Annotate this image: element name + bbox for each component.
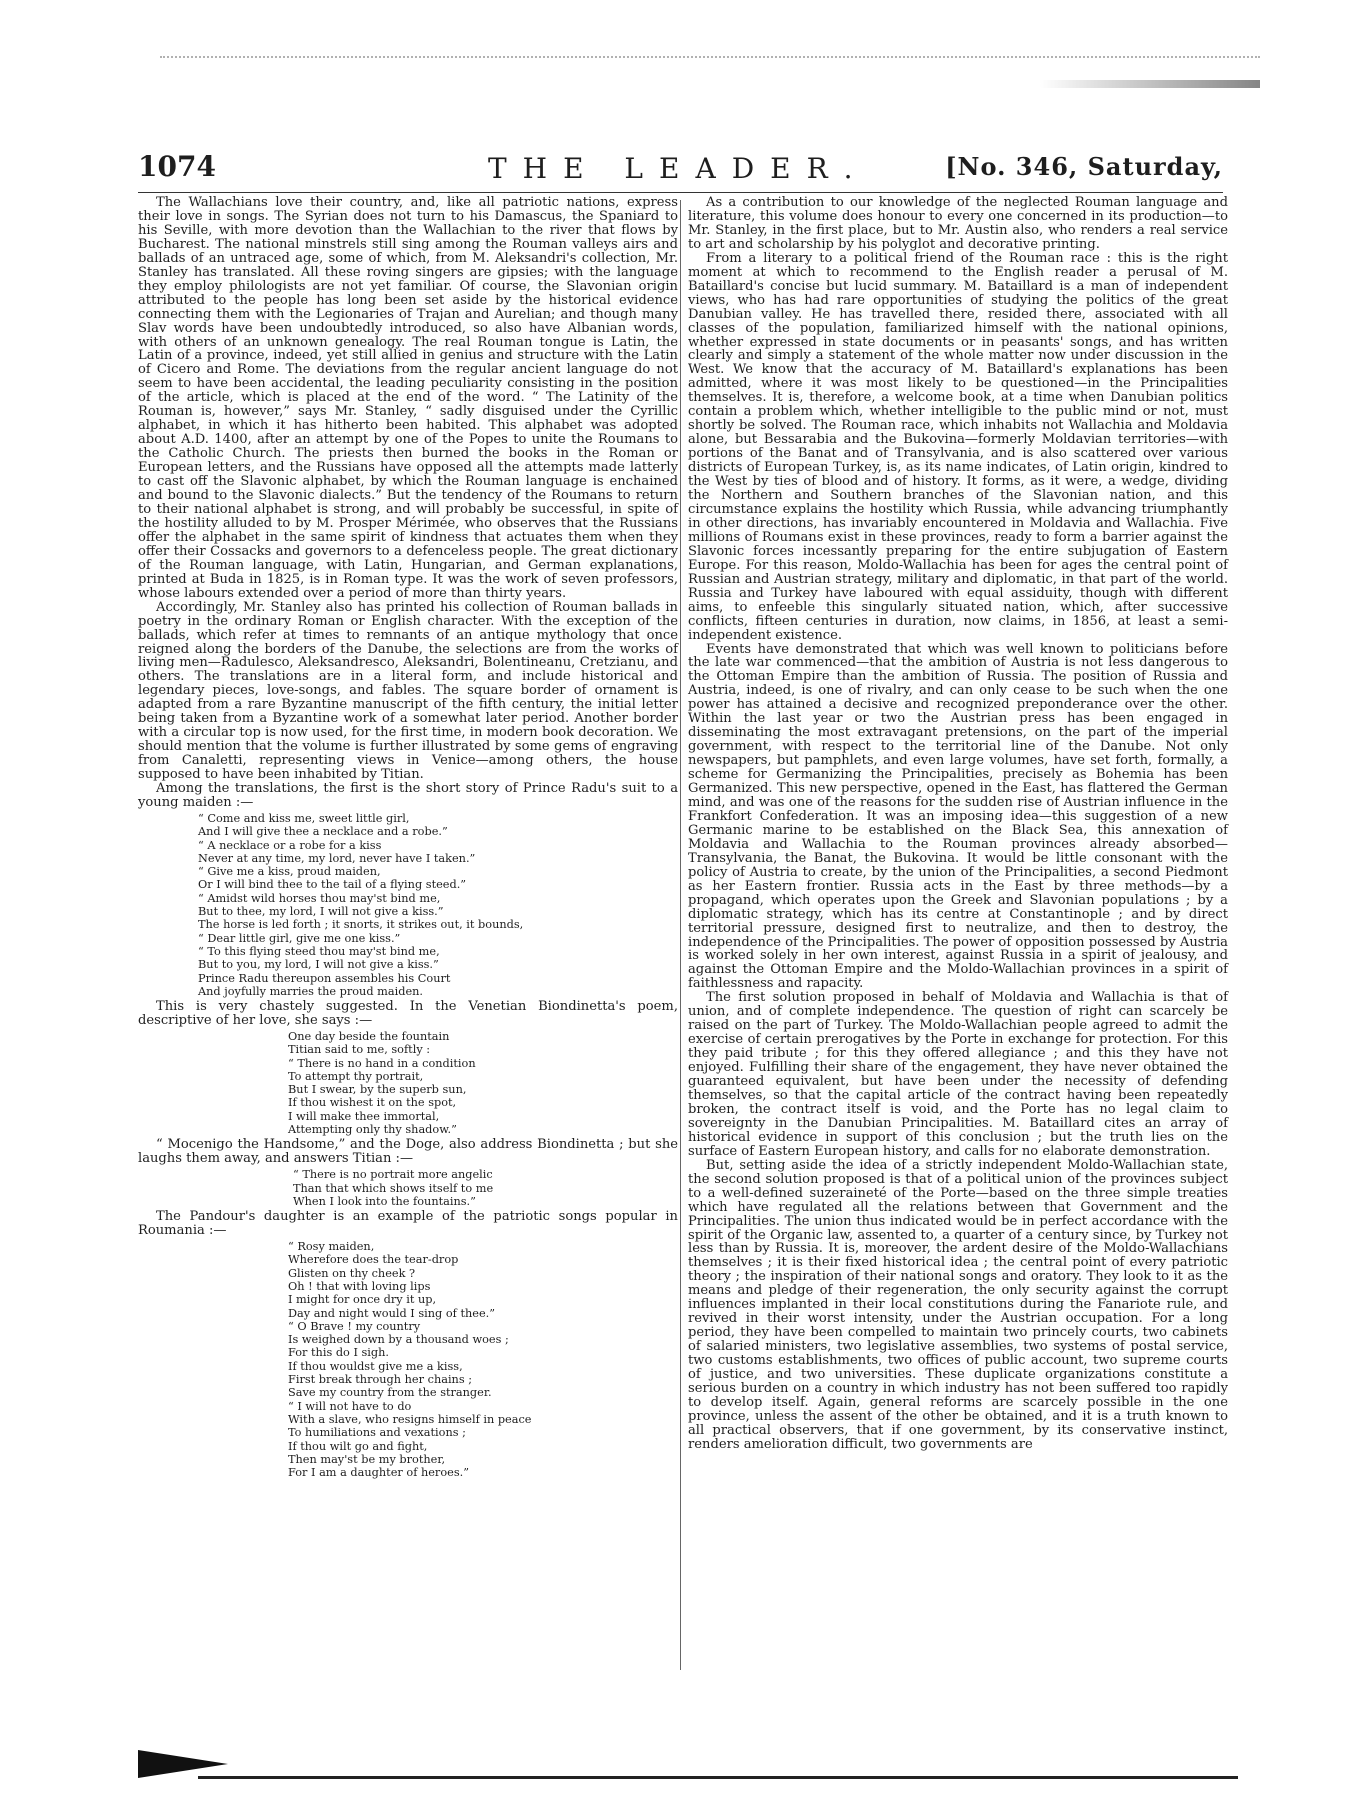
poem-line: And joyfully marries the proud maiden. [198, 984, 424, 998]
poem-line: I might for once dry it up, [288, 1293, 437, 1307]
poem-line: Never at any time, my lord, never have I taken.” [198, 851, 476, 865]
page-number: 1074 [138, 150, 216, 183]
poem-line: “ A necklace or a robe for a kiss [198, 838, 382, 852]
poem-line: For I am a daughter of heroes.” [288, 1466, 469, 1480]
scan-edge-line [198, 1776, 1238, 1779]
scan-edge-wedge [138, 1750, 228, 1778]
paragraph: The Wallachians love their country, and, like all patriotic nations, express their love in songs. The Syrian does not turn to his Damascus, the Spaniard to his Seville, with more devotion than the Wallachian to the river that flows by Bucharest. The national minstrels still sing among the Rouman valleys airs and ballads of an untraced age, some of which, from M. Aleksandri's collection, Mr. Stanley has translated. All these roving singers are gipsies; with the language they employ philologists are not yet familiar. Of course, the Slavonian origin attributed to the people has long been set aside by the historical evidence connecting them with the Legionaries of Trajan and Aurelian; and though many Slav words have been undoubtedly introduced, so also have Albanian words, with others of an unknown genealogy. The real Rouman tongue is Latin, the Latin of a province, indeed, yet still allied in genius and structure with the Latin of Cicero and Rome. The deviations from the regular ancient language do not seem to have been accidental, the leading peculiarity consisting in the position of the article, which is placed at the end of the word. “ The Latinity of the Rouman is, however,” says Mr. Stanley, “ sadly disguised under the Cyrillic alphabet, in which it has hitherto been habited. This alphabet was adopted about A.D. 1400, after an attempt by one of the Popes to unite the Roumans to the Catholic Church. The priests then burned the books in the Roman or European letters, and the Russians have opposed all the attempts made latterly to cast off the Slavonic alphabet, by which the Rouman language is enchained and bound to the Slavonic dialects.” But the tendency of the Roumans to return to their national alphabet is strong, and will probably be successful, in spite of the hostility alluded to by M. Prosper Mérimée, who observes that the Russians offer the alphabet in the same spirit of kindness that actuates them when they offer their Cossacks and governors to a defenceless people. The great dictionary of the Rouman language, with Latin, Hungarian, and German explanations, printed at Buda in 1825, is in Roman type. It was the work of seven professors, whose labours extended over a period of more than thirty years. [138, 195, 678, 601]
poem-line: But I swear, by the superb sun, [288, 1083, 467, 1097]
masthead [138, 150, 1223, 190]
paragraph: But, setting aside the idea of a strictly independent Moldo-Wallachian state, the second solution proposed is that of a political union of the provinces subject to a well-defined suzeraineté of the Porte—based on the three simple treaties which have regulated all the relations between that Government and the Principalities. The union thus indicated would be in perfect accordance with the spirit of the Organic law, assented to, a quarter of a century since, by Turkey not less than by Russia. It is, moreover, the ardent desire of the Moldo-Wallachians themselves ; it is their fixed historical idea ; the central point of every patriotic theory ; the inspiration of their national songs and oratory. They look to it as the means and pledge of their regeneration, the only security against the corrupt influences implanted in their local constitutions during the Fanariote rule, and revived in their worst intensity, under the Austrian occupation. For a long period, they have been compelled to maintain two princely courts, two cabinets of salaried ministers, two legislative assemblies, two systems of postal service, two customs establishments, two offices of public account, two supreme courts of justice, and two universities. These duplicate organizations constitute a serious burden on a country in which industry has not been suffered too rapidly to develop itself. Again, general reforms are scarcely possible in the one province, unless the assent of the other be obtained, and it is a truth known to all practical observers, that if one government, by its conservative instinct, renders amelioration difficult, two governments are [688, 1157, 1228, 1452]
poem-line: I will make thee immortal, [288, 1109, 440, 1123]
top-scan-artifact [160, 56, 1260, 68]
paragraph: From a literary to a political friend of the Rouman race : this is the right moment at which to recommend to the English reader a perusal of M. Bataillard's concise but lucid summary. M. Bataillard is a man of independent views, who has had rare opportunities of studying the politics of the great Danubian valley. He has travelled there, resided there, associated with all classes of the population, familiarized himself with the national opinions, whether expressed in state documents or in peasants' songs, and has written clearly and simply a statement of the whole matter now under discussion in the West. We know that the accuracy of M. Bataillard's explanations has been admitted, where it was most likely to be questioned—in the Principalities themselves. It is, therefore, a welcome book, at a time when Danubian politics contain a problem which, whether intelligible to the public mind or not, must shortly be solved. The Rouman race, which inhabits not Wallachia and Moldavia alone, but Bessarabia and the Bukovina—formerly Moldavian territories—with portions of the Banat and of Transylvania, and is also scattered over various districts of European Turkey, is, as its name indicates, of Latin origin, kindred to the West by ties of blood and of history. It forms, as it were, a wedge, dividing the Northern and Southern branches of the Slavonian nation, and this circumstance explains the hostility which Russia, while advancing triumphantly in other directions, has invariably encountered in Moldavia and Wallachia. Five millions of Roumans exist in these provinces, ready to form a barrier against the Slavonic forces incessantly preparing for the entire subjugation of Eastern Europe. For this reason, Moldo-Wallachia has been for ages the central point of Russian and Austrian strategy, military and diplomatic, in that part of the world. Russia and Turkey have laboured with equal assiduity, though with different aims, to enfeeble this singularly situated nation, which, after successive conflicts, fifteen centuries in duration, now claims, in 1856, at least a semi-independent existence. [688, 250, 1228, 643]
poem-line: If thou wishest it on the spot, [288, 1096, 457, 1110]
poem-titian-answer [293, 1166, 678, 1210]
poem-line: Titian said to me, softly : [288, 1043, 431, 1057]
poem-line: To humiliations and vexations ; [288, 1426, 466, 1440]
poem-line: Or I will bind thee to the tail of a flying steed.” [198, 878, 467, 892]
poem-line: Attempting only thy shadow.” [288, 1123, 457, 1137]
publication-title: THE LEADER. [488, 152, 869, 185]
poem-line: Oh ! that with loving lips [288, 1279, 431, 1293]
poem-line: If thou wouldst give me a kiss, [288, 1359, 463, 1373]
poem-line: Day and night would I sing of thee.” [288, 1306, 495, 1320]
poem-line: Prince Radu thereupon assembles his Court [198, 971, 451, 985]
top-scan-artifact-right [1040, 80, 1260, 88]
poem-line: One day beside the fountain [288, 1030, 450, 1043]
paragraph: This is very chastely suggested. In the Venetian Biondinetta's poem, descriptive of her love, she says :— [138, 999, 678, 1029]
header-rule [138, 192, 1223, 193]
poem-line: Then may'st be my brother, [288, 1452, 446, 1466]
poem-line: When I look into the fountains.” [293, 1194, 476, 1208]
poem-line: First break through her chains ; [288, 1373, 473, 1387]
poem-pandours-daughter [288, 1238, 678, 1481]
column-rule [680, 200, 681, 1670]
left-column [138, 196, 678, 1481]
poem-line: “ To this flying steed thou may'st bind me, [198, 944, 440, 958]
paragraph: “ Mocenigo the Handsome,” and the Doge, also address Biondinetta ; but she laughs them away, and answers Titian :— [138, 1137, 678, 1167]
poem-line: Wherefore does the tear-drop [288, 1253, 459, 1267]
paragraph: The first solution proposed in behalf of Moldavia and Wallachia is that of union, and of complete independence. The question of right can scarcely be raised on the part of Turkey. The Moldo-Wallachian people agreed to admit the exercise of certain prerogatives by the Porte in exchange for protection. For this they paid tribute ; for this they offered allegiance ; and this they have not enjoyed. Fulfilling their share of the engagement, they have never obtained the guaranteed equivalent, but have been under the necessity of defending themselves, so that the capital article of the contract having been repeatedly broken, the contract itself is void, and the Porte has no legal claim to sovereignty in the Danubian Principalities. M. Bataillard cites an array of historical evidence in support of this conclusion ; but the truth lies on the surface of Eastern European history, and calls for no elaborate demonstration. [688, 990, 1228, 1159]
poem-line: “ Dear little girl, give me one kiss.” [198, 931, 401, 945]
poem-line: “ Amidst wild horses thou may'st bind me, [198, 891, 441, 905]
poem-line: “ There is no hand in a condition [288, 1056, 476, 1070]
issue-date: [No. 346, Saturday, [945, 152, 1223, 181]
poem-line: And I will give thee a necklace and a robe.” [198, 825, 448, 839]
bottom-scan-artifact [138, 1750, 1238, 1770]
poem-line: Than that which shows itself to me [293, 1181, 494, 1195]
paragraph: Among the translations, the first is the short story of Prince Radu's suit to a young maiden :— [138, 781, 678, 810]
poem-line: “ Rosy maiden, [288, 1240, 375, 1254]
poem-line: But to thee, my lord, I will not give a kiss.” [198, 905, 444, 919]
poem-line: Glisten on thy cheek ? [288, 1266, 416, 1280]
right-column [688, 196, 1228, 1452]
poem-line: “ I will not have to do [288, 1399, 412, 1413]
poem-line: “ Come and kiss me, sweet little girl, [198, 811, 410, 825]
poem-line: Is weighed down by a thousand woes ; [288, 1333, 509, 1347]
poem-prince-radu [198, 810, 678, 1000]
paragraph: The Pandour's daughter is an example of the patriotic songs popular in Roumania :— [138, 1209, 678, 1239]
poem-line: If thou wilt go and fight, [288, 1439, 428, 1453]
poem-line: With a slave, who resigns himself in peace [288, 1412, 532, 1426]
poem-biondinetta [288, 1028, 678, 1138]
paragraph: As a contribution to our knowledge of the neglected Rouman language and literature, this volume does honour to every one concerned in its production—to Mr. Stanley, in the first place, but to Mr. Austin also, who renders a real service to art and scholarship by his polyglot and decorative printing. [688, 195, 1228, 252]
paragraph: Accordingly, Mr. Stanley also has printed his collection of Rouman ballads in poetry in the ordinary Roman or English character. With the exception of the ballads, which refer at times to remnants of an antique mythology that once reigned along the borders of the Danube, the selections are from the works of living men—Radulesco, Aleksandresco, Aleksandri, Bolentineanu, Cretzianu, and others. The translations are in a literal form, and include historical and legendary pieces, love-songs, and fables. The square border of ornament is adapted from a rare Byzantine manuscript of the fifth century, the initial letter being taken from a Byzantine work of a somewhat later period. Another border with a circular top is now used, for the first time, in modern book decoration. We should mention that the volume is further illustrated by some gems of engraving from Canaletti, representing views in Venice—among others, the house supposed to have been inhabited by Titian. [138, 599, 678, 783]
poem-line: But to you, my lord, I will not give a kiss.” [198, 958, 439, 972]
poem-line: Save my country from the stranger. [288, 1386, 492, 1400]
poem-line: To attempt thy portrait, [288, 1069, 424, 1083]
poem-line: “ Give me a kiss, proud maiden, [198, 865, 381, 879]
poem-line: “ There is no portrait more angelic [293, 1168, 493, 1182]
poem-line: For this do I sigh. [288, 1346, 390, 1360]
poem-line: “ O Brave ! my country [288, 1319, 421, 1333]
paragraph: Events have demonstrated that which was well known to politicians before the late war commenced—that the ambition of Austria is not less dangerous to the Ottoman Empire than the ambition of Russia. The position of Russia and Austria, indeed, is one of rivalry, and can only cease to be such when the one power has attained a decisive and recognized preponderance over the other. Within the last year or two the Austrian press has been engaged in disseminating the most extravagant pretensions, on the part of the imperial government, with respect to the territorial line of the Danube. Not only newspapers, but pamphlets, and even large volumes, have set forth, formally, a scheme for Germanizing the Principalities, precisely as Bohemia has been Germanized. This new perspective, opened in the East, has flattered the German mind, and was one of the reasons for the sudden rise of Austrian influence in the Frankfort Confederation. It was an imposing idea—this suggestion of a new Germanic marine to be established on the Black Sea, this annexation of Moldavia and Wallachia to the Rouman provinces already absorbed—Transylvania, the Banat, the Bukovina. It would be little consonant with the policy of Austria to create, by the union of the Principalities, a second Piedmont as her Eastern frontier. Russia acts in the East by three methods—by a propagand, which operates upon the Greek and Slavonian populations ; by a diplomatic strategy, which has its centre at Constantinople ; and by direct territorial pressure, designed first to neutralize, and then to destroy, the independence of the Principalities. The power of opposition possessed by Austria is worked solely in her own interest, against Russia in a spirit of jealousy, and against the Ottoman Empire and the Moldo-Wallachian provinces in a spirit of faithlessness and rapacity. [688, 641, 1228, 992]
poem-line: The horse is led forth ; it snorts, it strikes out, it bounds, [198, 918, 524, 932]
